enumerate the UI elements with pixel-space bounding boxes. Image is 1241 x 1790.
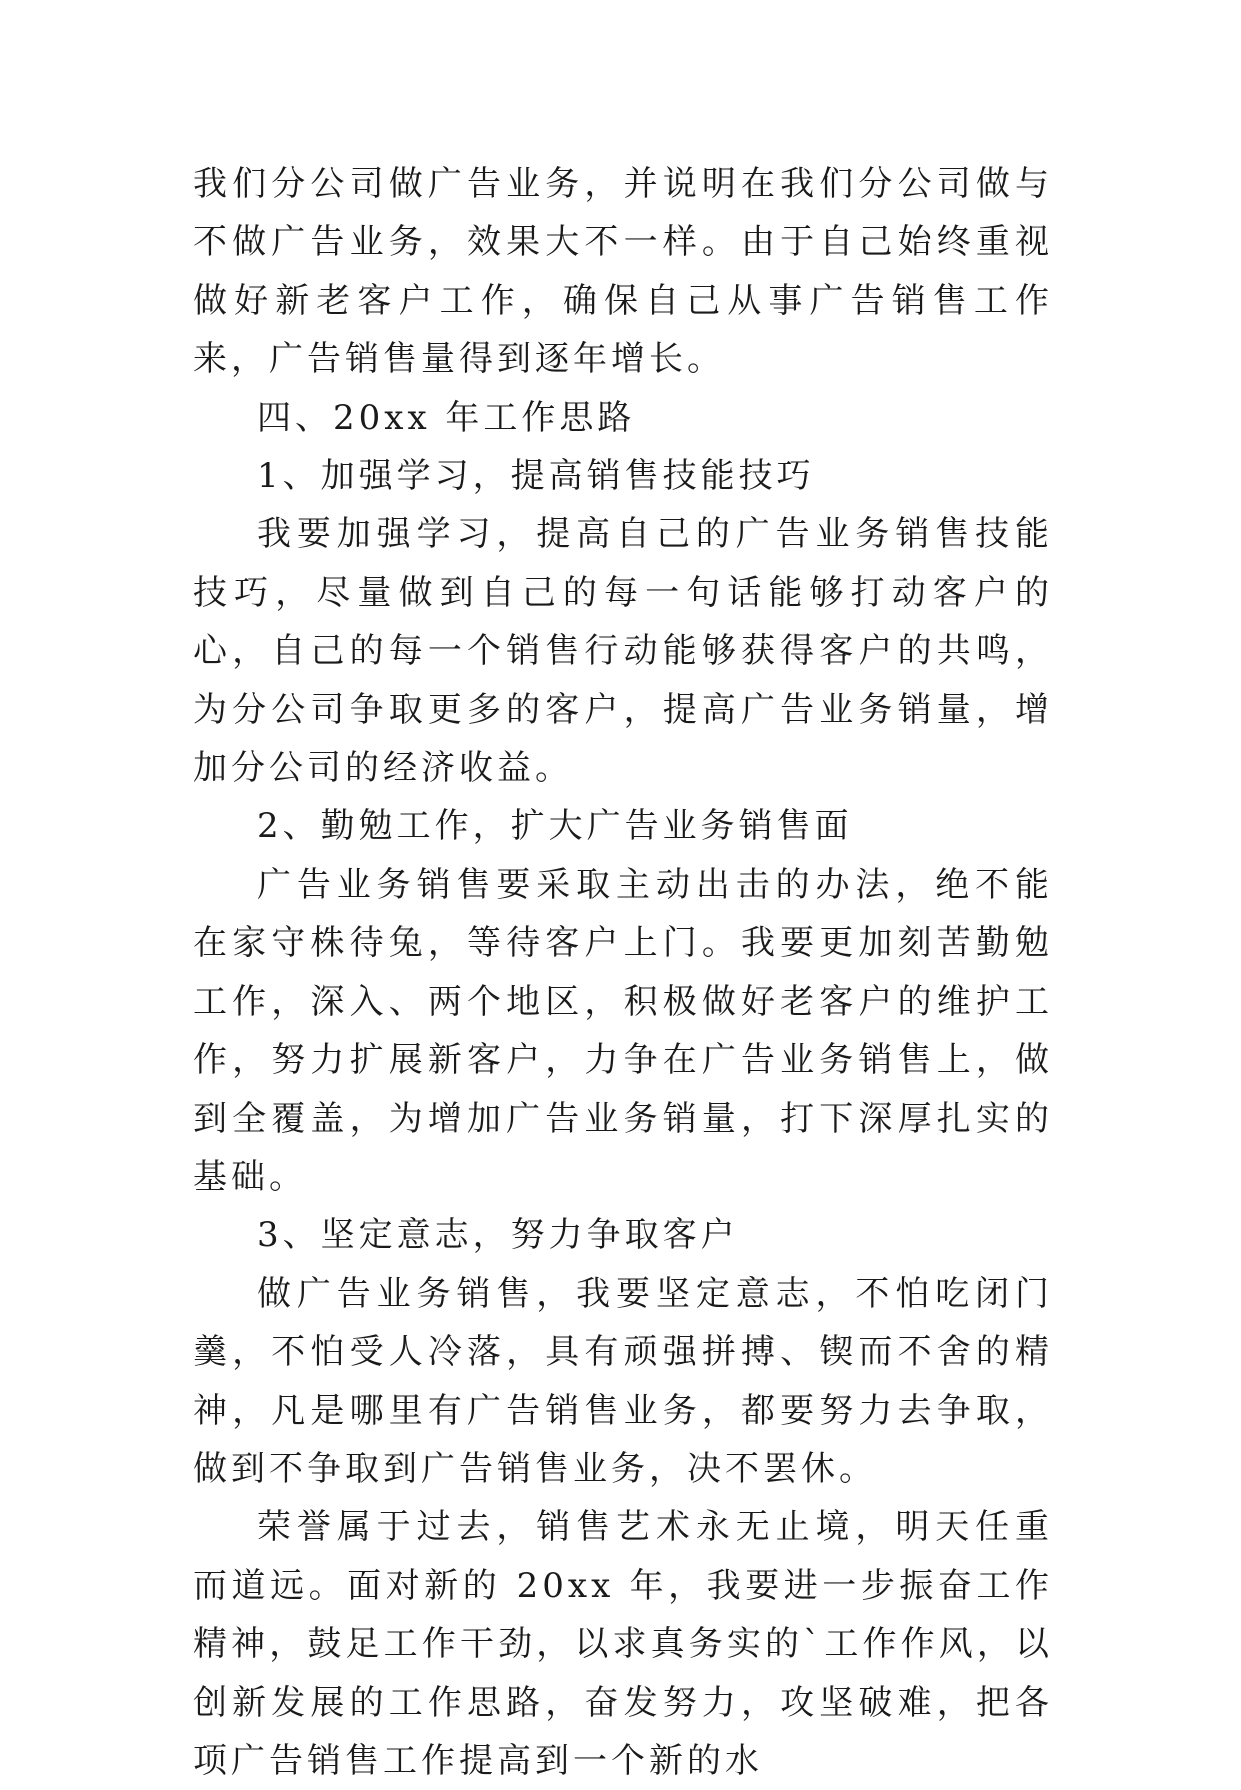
paragraph-customer-work: 我们分公司做广告业务，并说明在我们分公司做与不做广告业务，效果大不一样。由于自己始终重视做好新老客户工作，确保自己从事广告销售工作来，广告销售量得到逐年增长。 xyxy=(193,164,1053,380)
paragraph-conclusion: 荣誉属于过去，销售艺术永无止境，明天任重而道远。面对新的 20xx 年，我要进一步振奋工作精神，鼓足工作干劲，以求真务实的`工作作风，以创新发展的工作思路，奋发努力，攻坚破难，把各项广告销售工作提高到一个新的水 xyxy=(193,1507,1053,1781)
paragraph-diligence: 广告业务销售要采取主动出击的办法，绝不能在家守株待兔，等待客户上门。我要更加刻苦勤勉工作，深入、两个地区，积极做好老客户的维护工作，努力扩展新客户，力争在广告业务销售上，做到全覆盖，为增加广告业务销量，打下深厚扎实的基础。 xyxy=(193,864,1053,1197)
subheading-determination: 3、坚定意志，努力争取客户 xyxy=(257,1215,739,1256)
paragraph-determination: 做广告业务销售，我要坚定意志，不怕吃闭门羹，不怕受人冷落，具有顽强拼搏、锲而不舍的精神，凡是哪里有广告销售业务，都要努力去争取，做到不争取到广告销售业务，决不罢休。 xyxy=(193,1273,1053,1489)
section-heading-work-plan: 四、20xx 年工作思路 xyxy=(257,397,636,438)
document-body xyxy=(193,155,1053,1790)
paragraph-study: 我要加强学习，提高自己的广告业务销售技能技巧，尽量做到自己的每一句话能够打动客户的心，自己的每一个销售行动能够获得客户的共鸣，为分公司争取更多的客户，提高广告业务销量，增加分公司的经济收益。 xyxy=(193,514,1053,789)
subheading-diligence: 2、勤勉工作，扩大广告业务销售面 xyxy=(257,806,853,847)
subheading-study: 1、加强学习，提高销售技能技巧 xyxy=(257,456,815,497)
